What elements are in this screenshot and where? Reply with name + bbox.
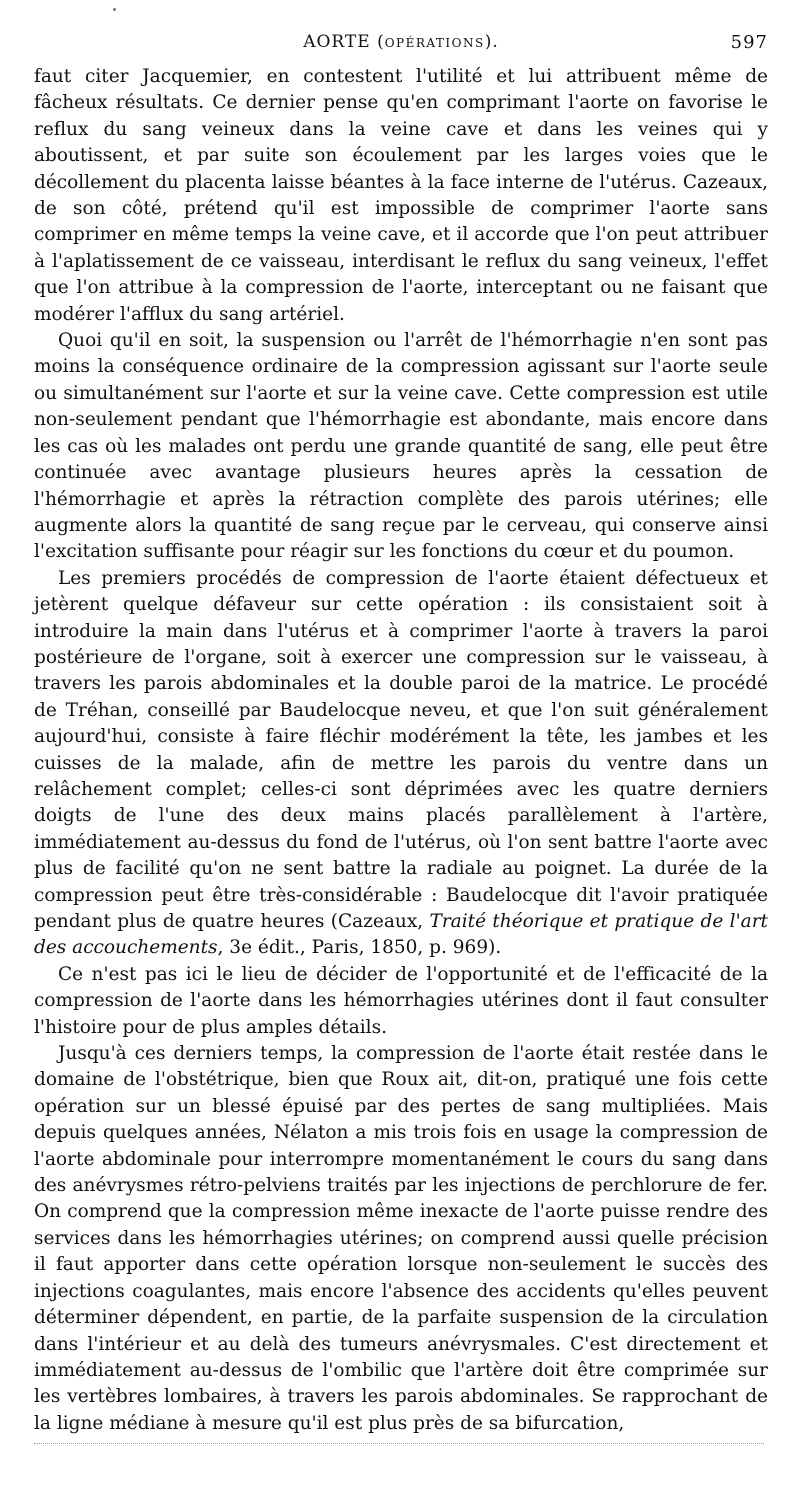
running-head-smallcaps: OPÉRATIONS [384,36,485,50]
page-number: 597 [730,32,768,53]
cited-work-title: Traité théorique et pratique de l'art des accouchements [34,911,768,959]
paragraph-3-text: Les premiers procédés de compression de l'aorte étaient défectueux et jetèrent quelque défaveur sur cette opération : ils consistaient soit à introduire la main dans l'utérus et à comprimer l'aorte à travers la paroi postérieure de l'organe, soit à exercer une compression sur le vaisseau, à travers les parois abdominales et la double paroi de la matrice. Le procédé de Tréhan, conseillé par Baudelocque neveu, et que l'on suit généralement aujourd'hui, consiste à faire fléchir modérément la tête, les jambes et les cuisses de la malade, afin de mettre les parois du ventre dans un relâchement complet; celles-ci sont déprimées avec les quatre derniers doigts de l'une des deux mains placés parallèlement à l'artère, immédiatement au-dessus du fond de l'utérus, où l'on sent battre l'aorte avec plus de facilité qu'on ne sent battre la radiale au poignet. La durée de la compression peut être très-considérable : Baudelocque dit l'avoir pratiquée pendant plus de quatre heures (Cazeaux, [34,567,768,932]
paragraph-1: faut citer Jacquemier, en contestent l'utilité et lui attribuent même de fâcheux résultats. Ce dernier pense qu'en comprimant l'aorte on favorise le reflux du sang veineux dans la veine cave et dans les veines qui y aboutissent, et par suite son écoulement par les larges voies que le décollement du placenta laisse béantes à la face interne de l'utérus. Cazeaux, de son côté, prétend qu'il est impossible de comprimer l'aorte sans comprimer en même temps la veine cave, et il accorde que l'on peut attribuer à l'aplatissement de ce vaisseau, interdisant le reflux du sang veineux, l'effet que l'on attribue à la compression de l'aorte, interceptant ou ne faisant que modérer l'afflux du sang artériel. [34,66,768,325]
running-head-main: AORTE ( [303,32,385,52]
running-head-close: ). [484,32,499,52]
print-speck [113,8,116,11]
paragraph-3-citation-end: , 3e édit., Paris, 1850, p. 969). [217,937,502,959]
paragraph-3 [34,566,768,962]
paragraph-5: Jusqu'à ces derniers temps, la compression de l'aorte était restée dans le domaine de l'obstétrique, bien que Roux ait, dit-on, pratiqué une fois cette opération sur un blessé épuisé par des pertes de sang multipliées. Mais depuis quelques années, Nélaton a mis trois fois en usage la compression de l'aorte abdominale pour interrompre momentanément le cours du sang dans des anévrysmes rétro-pelviens traités par les injections de perchlorure de fer. On comprend que la compression même inexacte de l'aorte puisse rendre des services dans les hémorrhagies utérines; on comprend aussi quelle précision il faut apporter dans cette opération lorsque non-seulement le succès des injections coagulantes, mais encore l'absence des accidents qu'elles peuvent déterminer dépendent, en partie, de la parfaite suspension de la circulation dans l'intérieur et au delà des tumeurs anévrysmales. C'est directement et immédiatement au-dessus de l'ombilic que l'artère doit être comprimée sur les vertèbres lombaires, à travers les parois abdominales. Se rapprochant de la ligne médiane à mesure qu'il est plus près de sa bifurcation, [34,1043,768,1434]
running-head-title [34,32,768,52]
book-page [34,30,768,1437]
running-head [34,30,768,64]
body-text [34,64,768,1437]
footer-dotted-rule [34,1443,764,1444]
paragraph-4: Ce n'est pas ici le lieu de décider de l'opportunité et de l'efficacité de la compression de l'aorte dans les hémorrhagies utérines dont il faut consulter l'histoire pour de plus amples détails. [34,963,768,1038]
paragraph-2: Quoi qu'il en soit, la suspension ou l'arrêt de l'hémorrhagie n'en sont pas moins la conséquence ordinaire de la compression agissant sur l'aorte seule ou simultanément sur l'aorte et sur la veine cave. Cette compression est utile non-seulement pendant que l'hémorrhagie est abondante, mais encore dans les cas où les malades ont perdu une grande quantité de sang, elle peut être continuée avec avantage plusieurs heures après la cessation de l'hémorrhagie et après la rétraction complète des parois utérines; elle augmente alors la quantité de sang reçue par le cerveau, qui conserve ainsi l'excitation suffisante pour réagir sur les fonctions du cœur et du poumon. [34,330,768,563]
